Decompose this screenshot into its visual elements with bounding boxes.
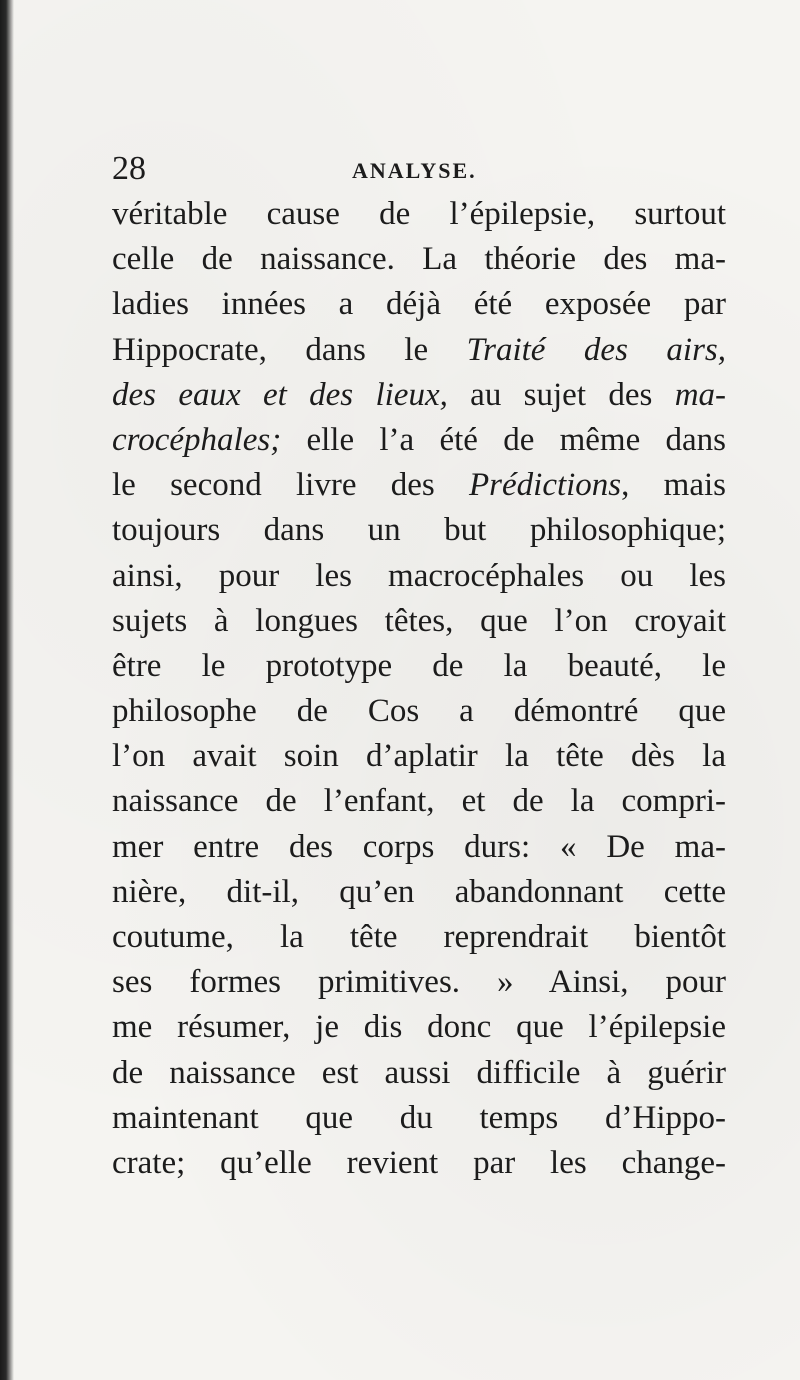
text-run: sujets à longues têtes, que l’on croyait — [112, 602, 726, 639]
text-run: au sujet des — [447, 376, 675, 413]
text-run: naissance de l’enfant, et de la compri- — [112, 783, 726, 820]
text-line — [112, 237, 726, 282]
text-run: Hippocrate, dans le — [112, 331, 467, 368]
text-line — [112, 734, 726, 779]
text-run: mer entre des corps durs: « De ma- — [112, 828, 726, 865]
body-text — [112, 192, 726, 1186]
text-line — [112, 1141, 726, 1186]
italic-text-run: crocéphales; — [112, 421, 282, 458]
text-line — [112, 282, 726, 327]
text-run: elle l’a été de même dans — [281, 421, 726, 458]
text-run: ainsi, pour les macrocéphales ou les — [112, 557, 726, 594]
italic-text-run: Traité des airs, — [466, 331, 727, 368]
text-line — [112, 779, 726, 824]
text-run: ladies innées a déjà été exposée par — [112, 286, 726, 323]
text-line — [112, 599, 726, 644]
italic-text-run: ma- — [674, 376, 727, 413]
italic-text-run: Prédictions — [469, 467, 622, 504]
running-head — [112, 150, 732, 190]
text-line — [112, 689, 726, 734]
text-line — [112, 915, 726, 960]
text-run: coutume, la tête reprendrait bientôt — [112, 919, 726, 955]
text-run: philosophe de Cos a démontré que — [112, 693, 726, 730]
text-run: maintenant que du temps d’Hippo- — [112, 1099, 726, 1136]
text-line — [112, 1005, 726, 1050]
text-line — [112, 373, 726, 418]
text-line — [112, 508, 726, 553]
text-run: être le prototype de la beauté, le — [112, 647, 726, 684]
text-line — [112, 554, 726, 599]
page-number: 28 — [112, 150, 146, 187]
text-line — [112, 418, 726, 463]
text-run: véritable cause de l’épilepsie, surtout — [112, 196, 726, 232]
text-run: crate; qu’elle revient par les change- — [112, 1144, 726, 1181]
text-line — [112, 328, 726, 373]
page-binding-edge — [0, 0, 14, 1380]
text-line — [112, 192, 726, 237]
text-line — [112, 960, 726, 1005]
text-line — [112, 825, 726, 870]
text-run: , mais — [621, 467, 727, 504]
text-line — [112, 1051, 726, 1096]
text-run: celle de naissance. La théorie des ma- — [112, 241, 726, 278]
text-line — [112, 1096, 726, 1141]
text-run: l’on avait soin d’aplatir la tête dès la — [112, 738, 726, 775]
text-run: le second livre des — [112, 467, 469, 504]
text-line — [112, 644, 726, 689]
running-title: ANALYSE. — [352, 158, 477, 183]
text-line — [112, 870, 726, 915]
text-run: ses formes primitives. » Ainsi, pour — [112, 964, 726, 1001]
italic-text-run: des eaux et des lieux, — [112, 376, 448, 413]
text-run: me résumer, je dis donc que l’épilepsie — [112, 1009, 726, 1046]
text-run: nière, dit-il, qu’en abandonnant cette — [112, 873, 726, 910]
text-run: de naissance est aussi difficile à guérir — [112, 1054, 726, 1091]
text-line — [112, 463, 726, 508]
text-run: toujours dans un but philosophique; — [112, 512, 726, 549]
